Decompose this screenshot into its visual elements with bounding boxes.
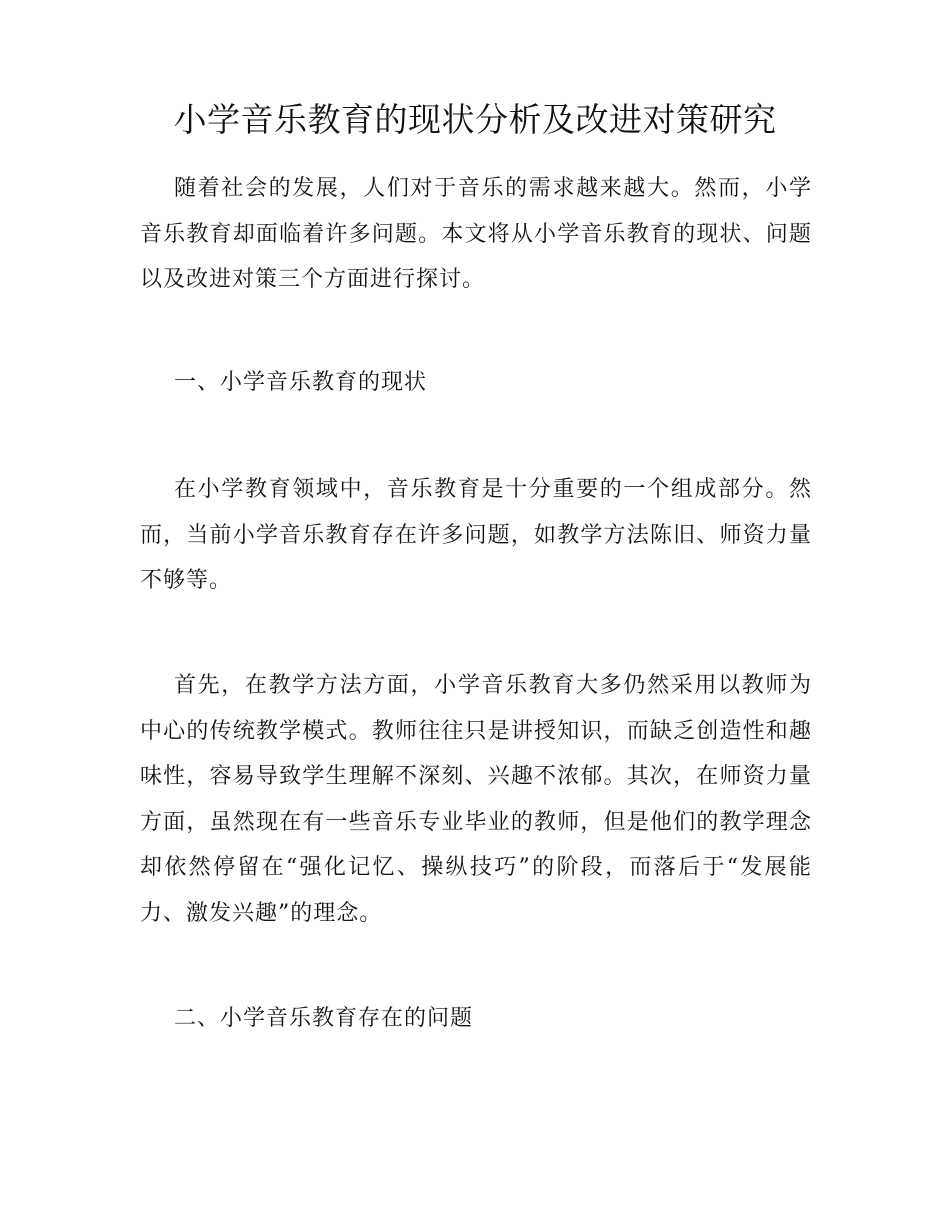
intro-paragraph: 随着社会的发展，人们对于音乐的需求越来越大。然而，小学音乐教育却面临着许多问题。本文将从小学音乐教育的现状、问题以及改进对策三个方面进行探讨。 xyxy=(140,176,812,292)
section-heading-problems: 二、小学音乐教育存在的问题 xyxy=(174,1006,474,1031)
document-title: 小学音乐教育的现状分析及改进对策研究 xyxy=(173,100,777,139)
status-paragraph-overview: 在小学教育领域中，音乐教育是十分重要的一个组成部分。然而，当前小学音乐教育存在许多问题，如教学方法陈旧、师资力量不够等。 xyxy=(140,477,812,593)
section-heading-status: 一、小学音乐教育的现状 xyxy=(174,370,428,395)
status-paragraph-details: 首先，在教学方法方面，小学音乐教育大多仍然采用以教师为中心的传统教学模式。教师往往只是讲授知识，而缺乏创造性和趣味性，容易导致学生理解不深刻、兴趣不浓郁。其次，在师资力量方面，虽然现在有一些音乐专业毕业的教师，但是他们的教学理念却依然停留在“强化记忆、操纵技巧”的阶段，而落后于“发展能力、激发兴趣”的理念。 xyxy=(140,673,812,926)
